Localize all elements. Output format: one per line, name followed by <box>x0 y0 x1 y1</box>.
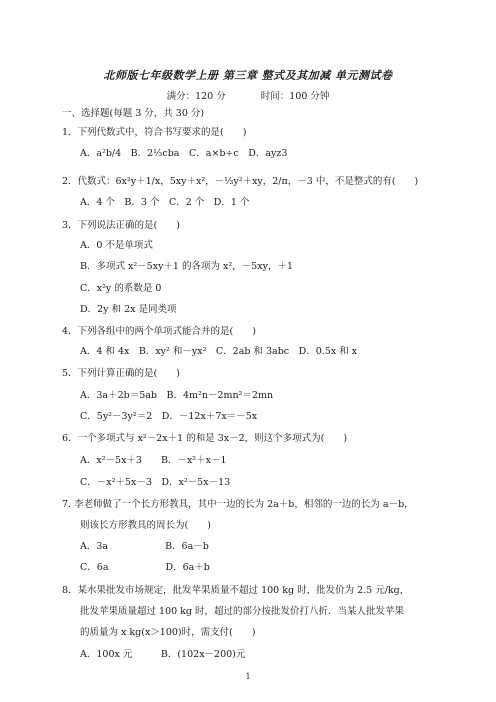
question-1: 1．下列代数式中，符合书写要求的是( ) <box>62 127 247 138</box>
question-1-options: A．a²b/4 B．2⅓cba C．a×b÷c D．ayz3 <box>80 148 288 159</box>
question-3-option-d: D．2y 和 2x 是同类项 <box>80 304 177 315</box>
page-number: 1 <box>245 672 251 681</box>
score-time-line <box>0 88 496 102</box>
question-7-options-ab: A．3a B．6a－b <box>80 541 209 552</box>
question-7-cont: 则该长方形教具的周长为( ) <box>80 520 211 531</box>
question-5: 5．下列计算正确的是( ) <box>62 368 180 379</box>
question-5-options-cd: C．5y²－3y²＝2 D．－12x＋7x＝－5x <box>80 411 258 422</box>
question-3-option-a: A．0 不是单项式 <box>80 240 153 251</box>
question-4: 4．下列各组中的两个单项式能合并的是( ) <box>62 326 256 337</box>
question-8-options-ab: A．100x 元 B．(102x－200)元 <box>80 649 246 660</box>
question-7-options-cd: C．6a D．6a＋b <box>80 562 210 573</box>
full-score: 满分：120 分 <box>166 91 226 102</box>
question-8: 8．某水果批发市场规定，批发苹果质量不超过 100 kg 时，批发价为 2.5 元/kg， <box>62 585 410 596</box>
question-2-options: A．4 个 B．3 个 C．2 个 D．1 个 <box>80 197 250 208</box>
time-limit: 时间：100 分钟 <box>260 91 330 102</box>
question-6: 6．一个多项式与 x²－2x＋1 的和是 3x－2，则这个多项式为( ) <box>62 433 348 444</box>
question-3-option-c: C．x²y 的系数是 0 <box>80 283 162 294</box>
question-8-cont-2: 的质量为 x kg(x＞100)时，需支付( ) <box>80 627 256 638</box>
question-7: 7. 李老师做了一个长方形教具，其中一边的长为 2a＋b，相邻的一边的长为 a－b， <box>62 499 414 510</box>
page-title: 北师版七年级数学上册 第三章 整式及其加减 单元测试卷 <box>103 69 393 82</box>
question-8-cont-1: 批发苹果质量超过 100 kg 时，超过的部分按批发价打八折．当某人批发苹果 <box>80 606 405 617</box>
question-5-options-ab: A．3a＋2b＝5ab B．4m²n－2mn²＝2mn <box>80 390 274 401</box>
question-4-options: A．4 和 4x B．xy² 和－yx² C．2ab 和 3abc D．0.5x 和 x <box>80 346 358 357</box>
section-heading: 一、选择题(每题 3 分，共 30 分) <box>62 108 205 119</box>
question-6-options-ab: A．x²－5x＋3 B．－x²＋x－1 <box>80 455 227 466</box>
question-3-option-b: B．多项式 x²－5xy＋1 的各项为 x²，－5xy，＋1 <box>80 261 293 272</box>
question-3: 3．下列说法正确的是( ) <box>62 220 180 231</box>
question-2: 2．代数式：6x²y＋1/x，5xy＋x²，－⅓y²＋xy，2/π，－3 中，不是整式的有( ) <box>62 176 419 187</box>
question-6-options-cd: C．－x²＋5x－3 D．x²－5x－13 <box>80 477 231 488</box>
